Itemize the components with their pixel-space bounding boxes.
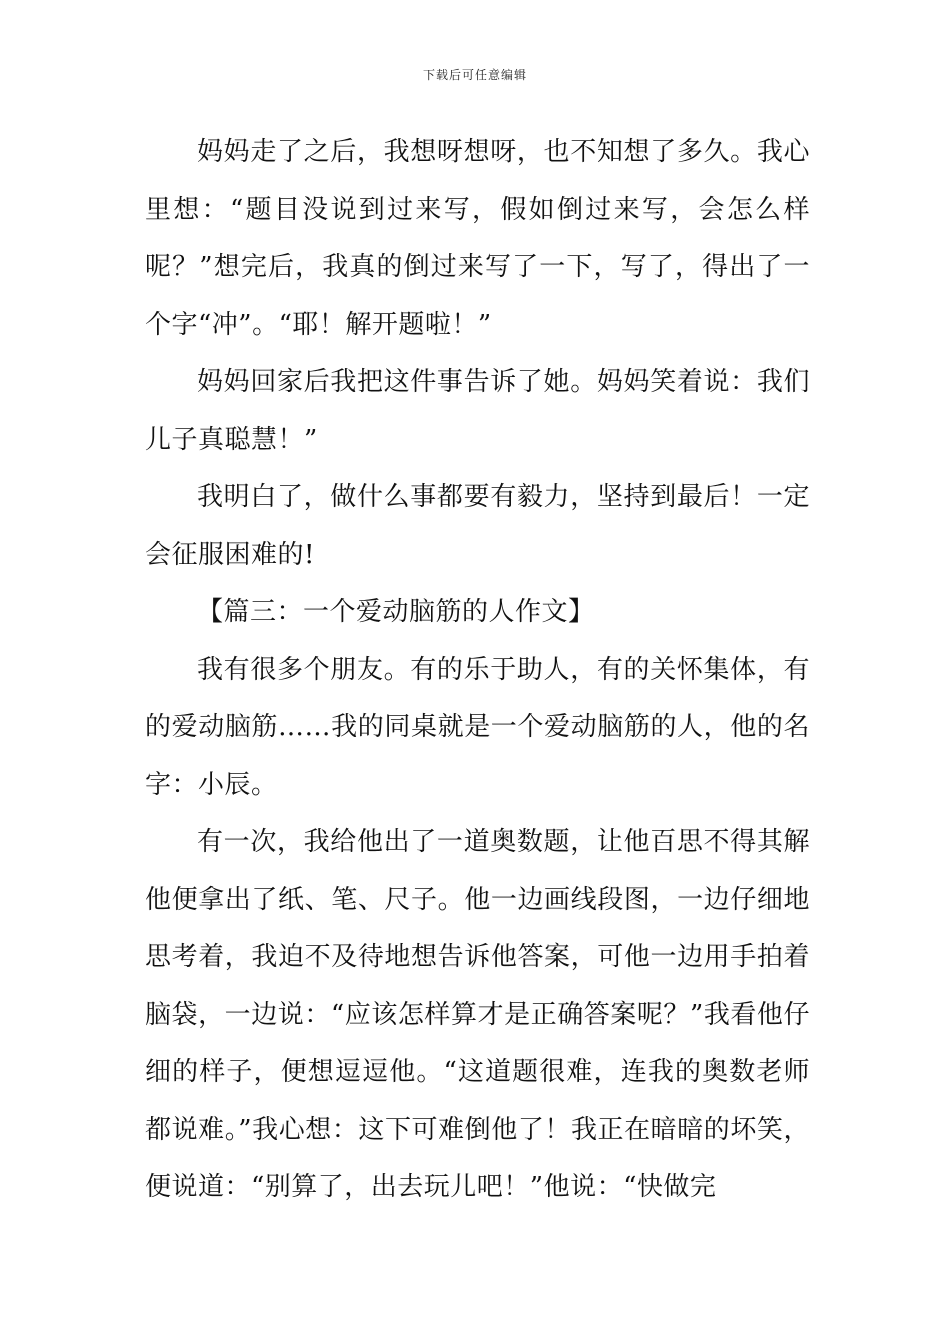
paragraph-3: 我明白了，做什么事都要有毅力，坚持到最后！一定会征服困难的! (145, 482, 810, 570)
paragraph-1: 妈妈走了之后，我想呀想呀，也不知想了多久。我心里想：“题目没说到过来写，假如倒过来写，会怎么样呢？”想完后，我真的倒过来写了一下，写了，得出了一个字“冲”。“耶！解开题啦！” (145, 137, 810, 340)
document-body (145, 124, 810, 1217)
page-header: 下载后可任意编辑 (422, 68, 527, 82)
section-heading: 【篇三：一个爱动脑筋的人作文】 (197, 597, 595, 627)
paragraph-4: 我有很多个朋友。有的乐于助人，有的关怀集体，有的爱动脑筋……我的同桌就是一个爱动脑筋的人，他的名字：小辰。 (145, 654, 810, 800)
paragraph-5: 有一次，我给他出了一道奥数题，让他百思不得其解他便拿出了纸、笔、尺子。他一边画线段图，一边仔细地思考着，我迫不及待地想告诉他答案，可他一边用手拍着脑袋，一边说：“应该怎样算才是正确答案呢？”我看他仔细的样子，便想逗逗他。“这道题很难，连我的奥数老师都说难。”我心想：这下可难倒他了！我正在暗暗的坏笑，便说道：“别算了，出去玩儿吧！”他说：“快做完 (145, 827, 810, 1202)
paragraph-2: 妈妈回家后我把这件事告诉了她。妈妈笑着说：我们儿子真聪慧！” (145, 367, 810, 455)
